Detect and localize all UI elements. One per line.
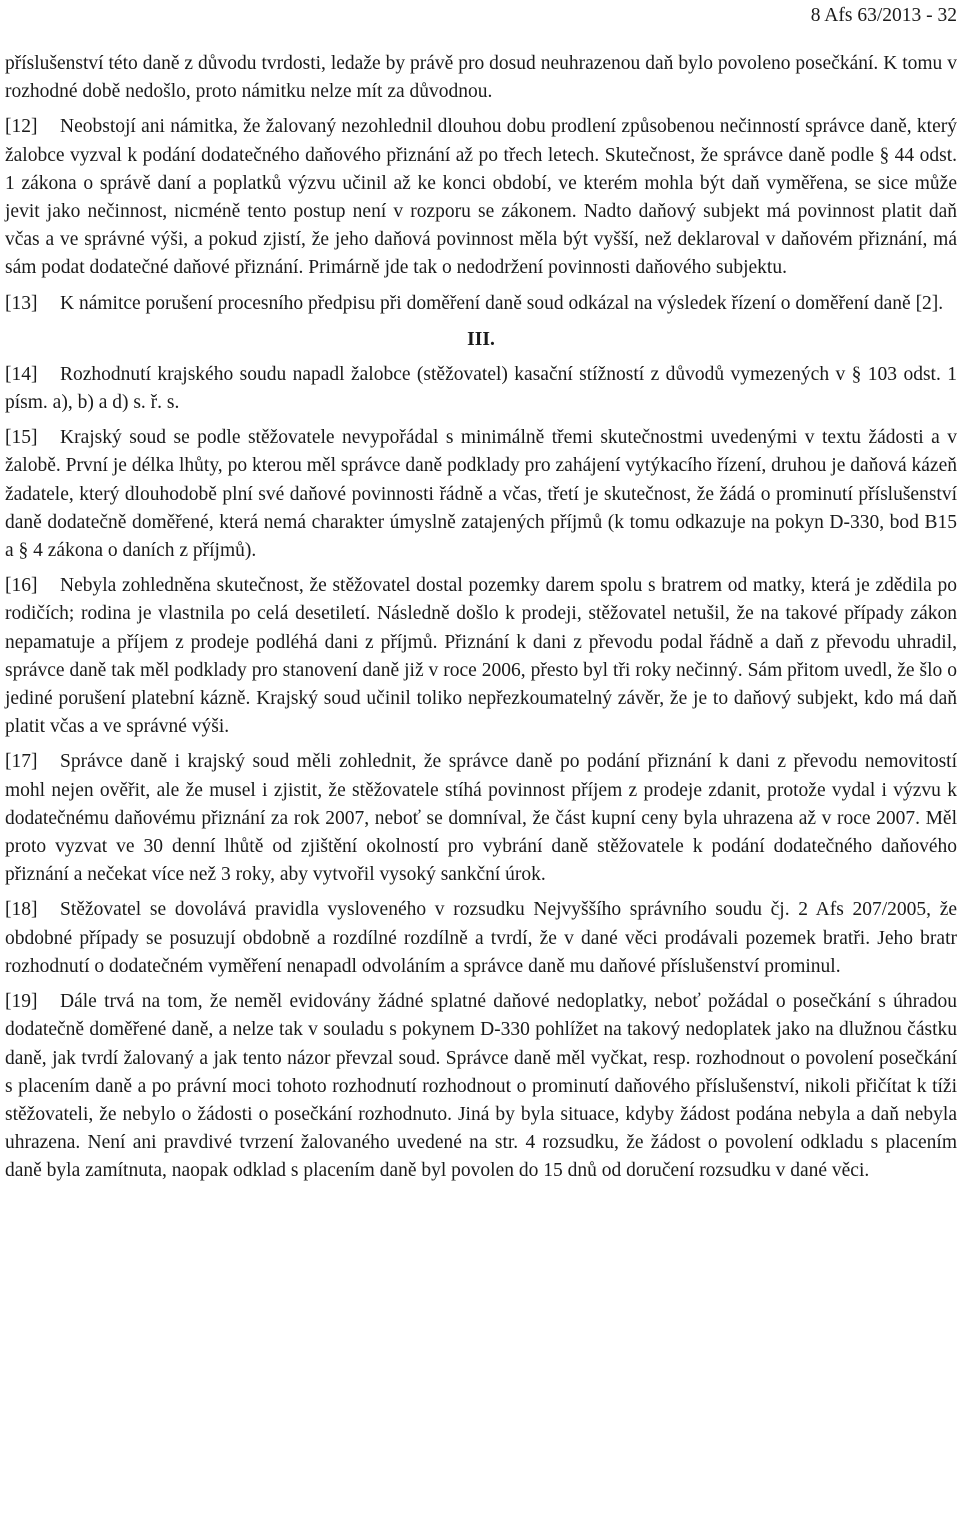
paragraph-15 [5, 424, 957, 565]
paragraph-number: [18] [5, 899, 38, 921]
section-heading: III. [467, 328, 495, 350]
case-reference: 8 Afs 63/2013 - 32 [810, 5, 957, 26]
paragraph-text: K námitce porušení procesního předpisu při doměření daně soud odkázal na výsledek řízení o doměření daně [2]. [60, 292, 944, 314]
paragraph-number: [17] [5, 751, 38, 773]
paragraph-19 [5, 988, 957, 1185]
paragraph-number: [19] [5, 991, 38, 1013]
paragraph-number: [15] [5, 427, 38, 449]
paragraph-text: Stěžovatel se dovolává pravidla vysloveného v rozsudku Nejvyššího správního soudu čj. 2 Afs 207/2005, že obdobné případy se posuzují obdobně a rozdílné rozdílně a tvrdí, že v dané věci prodávali pozemek bratři. Jeho bratr rozhodnutí o dodatečném vyměření nenapadl odvoláním a správce daně mu daňové příslušenství prominul. [5, 899, 957, 977]
paragraph-text: Rozhodnutí krajského soudu napadl žalobce (stěžovatel) kasační stížností z důvodů vymezených v § 103 odst. 1 písm. a), b) a d) s. ř. s. [5, 363, 957, 414]
paragraph-text: příslušenství této daně z důvodu tvrdosti, ledaže by právě pro dosud neuhrazenou daň bylo povoleno posečkání. K tomu v rozhodné době nedošlo, proto námitku nelze mít za důvodnou. [5, 53, 957, 103]
document-page [5, 0, 957, 1186]
paragraph-text: Krajský soud se podle stěžovatele nevypořádal s minimálně třemi skutečnostmi uvedenými v textu žádosti a v žalobě. První je délka lhůty, po kterou měl správce daně podklady pro zahájení vytýkacího řízení, druhou je daňová kázeň žadatele, který dlouhodobě plní své daňové povinnosti řádně a včas, třetí je skutečnost, že žádá o prominutí příslušenství daně dodatečně doměřené, která nemá charakter úmyslně zatajených příjmů (k tomu odkazuje na pokyn D-330, bod B15 a § 4 zákona o daních z příjmů). [5, 427, 957, 562]
paragraph-number: [12] [5, 116, 38, 138]
paragraph-12 [5, 113, 957, 282]
paragraph-number: [16] [5, 575, 38, 597]
paragraph-number: [14] [5, 363, 38, 385]
paragraph-text: Správce daně i krajský soud měli zohlednit, že správce daně po podání přiznání k dani z převodu nemovitostí mohl nejen ověřit, ale že musel i zjistit, že stěžovatele stíhá povinnost příjem z prodeje zdanit, protože vydal i výzvu k dodatečnému daňovému přiznání za rok 2007, neboť se domníval, že část kupní ceny byla uhrazena až v roce 2007. Měl proto vyzvat ve 30 denní lhůtě od zjištění okolností pro vybrání daně stěžovatele k podání dodatečného daňového přiznání a nečekat více než 3 roky, aby vytvořil vysoký sankční úrok. [5, 751, 957, 886]
paragraph-continuation [5, 50, 957, 106]
paragraph-text: Neobstojí ani námitka, že žalovaný nezohlednil dlouhou dobu prodlení způsobenou nečinností správce daně, který žalobce vyzval k podání dodatečného daňového přiznání až po třech letech. Skutečnost, že správce daně podle § 44 odst. 1 zákona o správě daní a poplatků výzvu učinil až ke konci období, ve kterém mohla být daň vyměřena, se sice může jevit jako nečinnost, nicméně tento postup není v rozporu se zákonem. Nadto daňový subjekt má povinnost platit daň včas a ve správné výši, a pokud zjistí, že jeho daňová povinnost měla být vyšší, než deklaroval v daňovém přiznání, má sám podat dodatečné daňové přiznání. Primárně jde tak o nedodržení povinnosti daňového subjektu. [5, 116, 957, 279]
paragraph-text: Dále trvá na tom, že neměl evidovány žádné splatné daňové nedoplatky, neboť požádal o posečkání s úhradou dodatečně doměřené daně, a nelze tak v souladu s pokynem D-330 pohlížet na takový nedoplatek jako na dlužnou částku daně, jak tvrdí žalovaný a jak tento názor převzal soud. Správce daně měl vyčkat, resp. rozhodnout o povolení posečkání s placením daně a po právní moci tohoto rozhodnutí rozhodnout o prominutí daňového příslušenství, nikoli přičítat k tíži stěžovateli, že nebylo o žádosti o posečkání rozhodnuto. Jiná by byla situace, kdyby žádost podána nebyla a daň nebyla uhrazena. Není ani pravdivé tvrzení žalovaného uvedené na str. 4 rozsudku, že žádost o povolení odkladu s placením daně byla zamítnuta, naopak odklad s placením daně byl povolen do 15 dnů od doručení rozsudku v dané věci. [5, 991, 957, 1182]
paragraph-number: [13] [5, 292, 38, 314]
paragraph-16 [5, 572, 957, 741]
paragraph-14 [5, 361, 957, 417]
paragraph-18 [5, 896, 957, 981]
paragraph-17 [5, 748, 957, 889]
paragraph-13 [5, 290, 957, 318]
paragraph-text: Nebyla zohledněna skutečnost, že stěžovatel dostal pozemky darem spolu s bratrem od matky, která je zdědila po rodičích; rodina je vlastnila po celá desetiletí. Následně došlo k prodeji, stěžovatel netušil, že na takové případy zákon nepamatuje a příjem z prodeje podléhá dani z příjmů. Přiznání k dani z převodu podal řádně a daň z převodu uhradil, správce daně tak měl podklady pro stanovení daně již v roce 2006, přesto byl tři roky nečinný. Sám přitom uvedl, že šlo o jediné porušení platební kázně. Krajský soud učinil toliko nepřezkoumatelný závěr, že je to daňový subjekt, kdo má daň platit včas a ve správné výši. [5, 575, 957, 738]
